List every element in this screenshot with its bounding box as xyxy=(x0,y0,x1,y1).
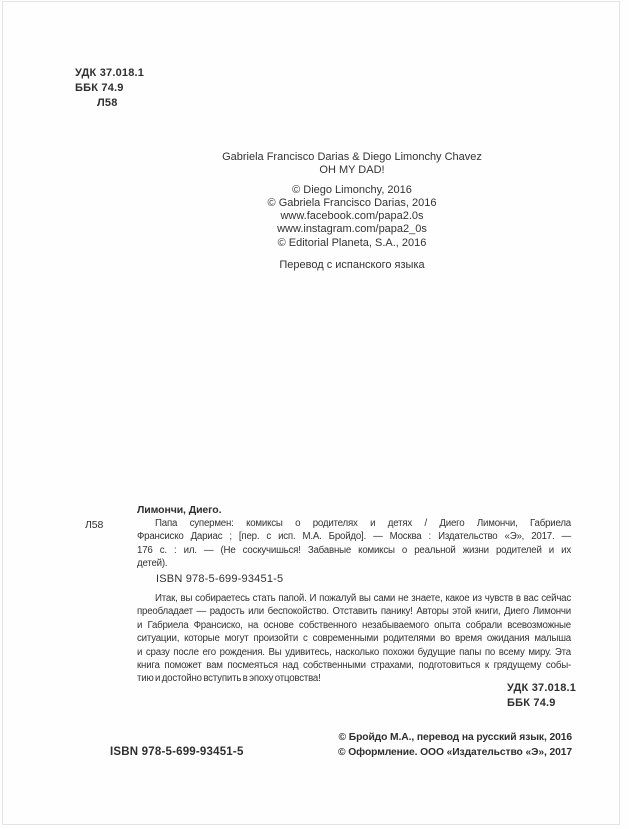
catalog-author-heading: Лимончи, Диего. xyxy=(137,504,222,516)
copyright-line: © Diego Limonchy, 2016 xyxy=(292,184,412,196)
annotation-line: и Габриела Франсиско, на основе собственного незабываемого опыта собрали всевозможные xyxy=(137,619,571,631)
catalog-description-line: детей). xyxy=(137,558,168,570)
facebook-url: www.facebook.com/papa2.0s xyxy=(280,210,424,222)
top-classification-block xyxy=(75,66,144,111)
catalog-description-line: Франсиско Дариас ; [пер. с исп. М.А. Бройдо]. — Москва : Издательство «Э», 2017. — xyxy=(137,531,571,543)
original-authors: Gabriela Francisco Darias & Diego Limonchy Chavez xyxy=(222,151,482,163)
annotation-line: Итак, вы собираетесь стать папой. И пожалуй вы сами не знаете, какое из чувств в вас сейчас xyxy=(155,593,571,604)
imprint-block xyxy=(132,151,572,272)
catalog-classification-block xyxy=(507,681,576,710)
instagram-url: www.instagram.com/papa2_0s xyxy=(277,223,427,235)
catalog-isbn: ISBN 978-5-699-93451-5 xyxy=(156,573,284,585)
catalog-description-line: 176 с. : ил. — (Не соскучишься! Забавные комиксы о реальной жизни родителей и их xyxy=(137,544,571,556)
copyright-line: © Gabriela Francisco Darias, 2016 xyxy=(267,197,437,209)
footer-copyright-block xyxy=(338,731,572,760)
udc-number: УДК 37.018.1 xyxy=(75,67,145,79)
bbk-number: ББК 74.9 xyxy=(75,82,124,94)
footer-isbn: ISBN 978-5-699-93451-5 xyxy=(110,746,244,758)
annotation-line: тию и достойно вступить в эпоху отцовства! xyxy=(137,673,321,685)
catalog-bbk: ББК 74.9 xyxy=(507,696,556,709)
footer-copyright-line: © Оформление. ООО «Издательство «Э», 2017 xyxy=(338,746,572,758)
annotation-paragraph xyxy=(137,592,571,686)
publisher-copyright: © Editorial Planeta, S.A., 2016 xyxy=(277,237,427,249)
catalog-udc: УДК 37.018.1 xyxy=(507,682,577,694)
annotation-line: ситуации, которые могут произойти с современными родителями во время ожидания малыша xyxy=(137,633,571,645)
footer-copyright-line: © Бройдо М.А., перевод на русский язык, 2016 xyxy=(338,732,572,743)
catalog-description xyxy=(137,517,571,571)
catalog-author-sign: Л58 xyxy=(85,519,104,531)
original-title: OH MY DAD! xyxy=(319,164,385,176)
catalog-description-line: Папа супермен: комиксы о родителях и детях / Диего Лимончи, Габриела xyxy=(155,518,571,529)
annotation-line: книга поможет вам посмеяться над собственными страхами, подготовиться к грядущему собы- xyxy=(137,660,571,672)
translation-note: Перевод с испанского языка xyxy=(279,259,425,271)
annotation-line: и сразу после его рождения. Вы удивитесь, насколько похожи будущие папы по всему миру. Эта xyxy=(137,646,571,658)
author-sign: Л58 xyxy=(97,97,118,109)
annotation-line: преобладает — радость или беспокойство. Отставить панику! Авторы этой книги, Диего Лимончи xyxy=(137,606,571,618)
